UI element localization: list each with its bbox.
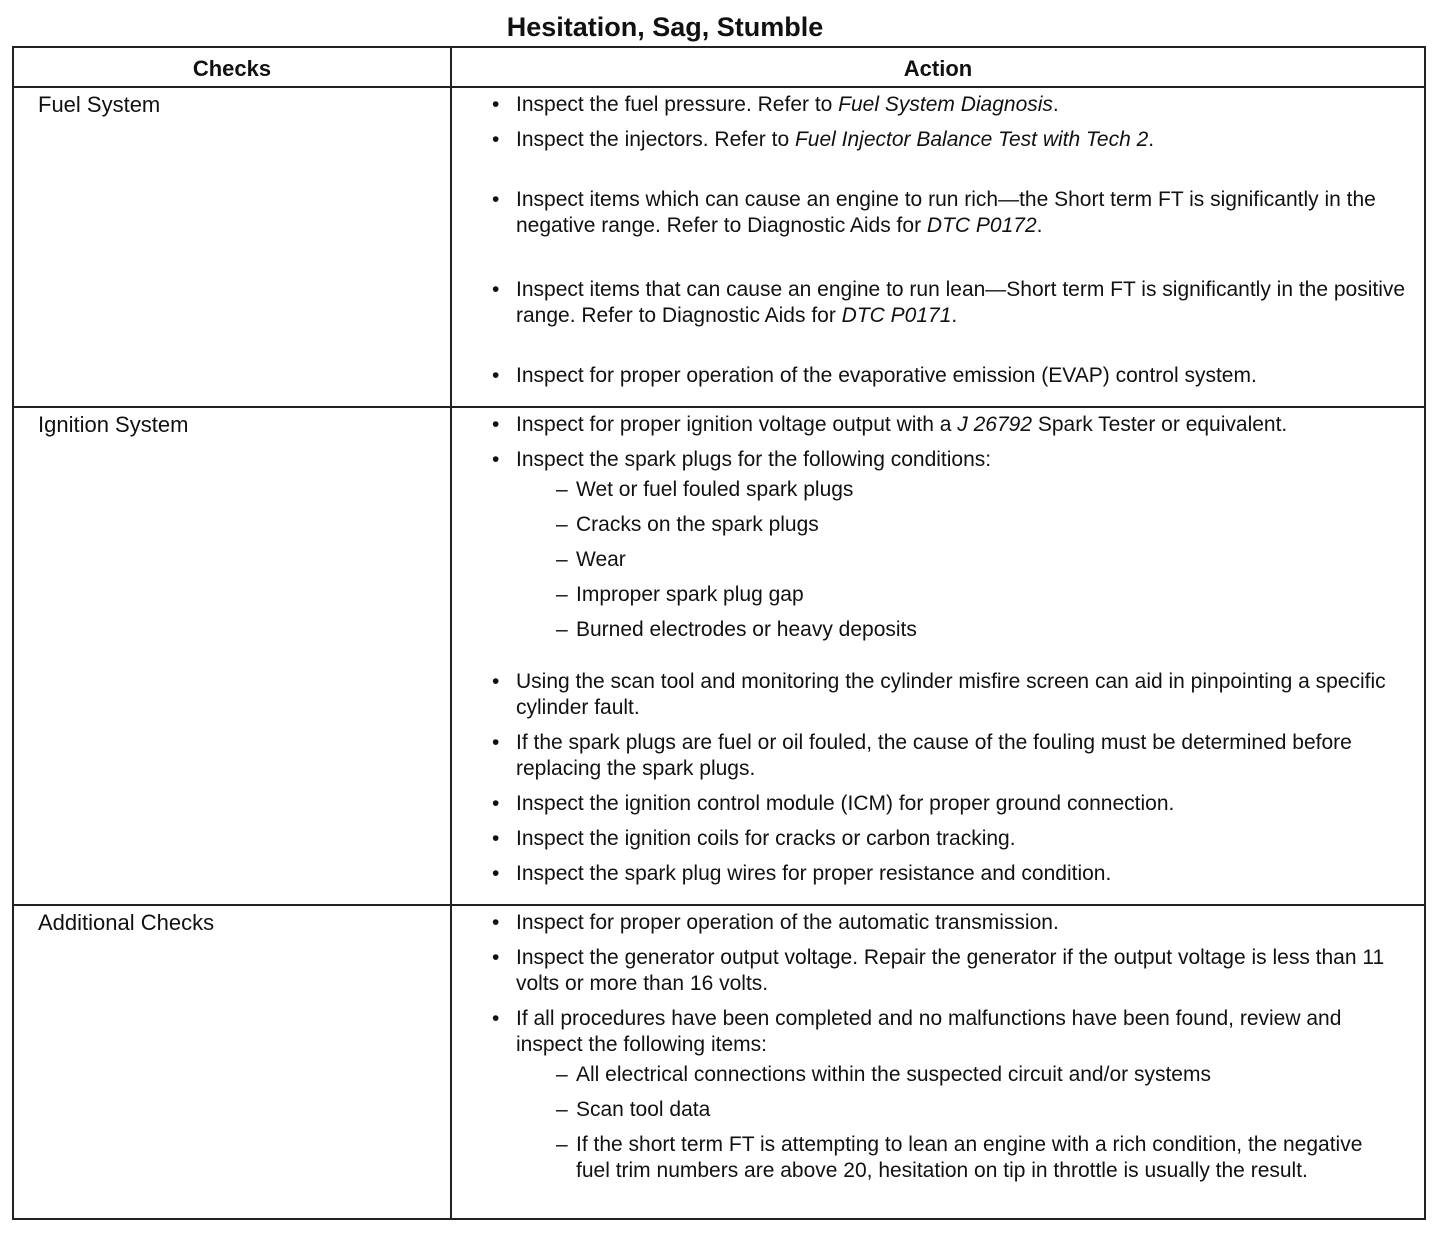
action-item: • Using the scan tool and monitoring the cylinder misfire screen can aid in pinpointing a specific cylinder fault. xyxy=(492,669,1406,721)
action-item: • Inspect items that can cause an engine to run lean—Short term FT is significantly in the positive range. Refer to Diagnostic Aids for DTC P0171. xyxy=(492,277,1406,329)
checks-column-header: Checks xyxy=(14,48,452,86)
action-cell xyxy=(452,408,1424,904)
reference-text: J 26792 xyxy=(957,413,1033,436)
sub-item: – All electrical connections within the suspected circuit and/or systems xyxy=(556,1062,1388,1088)
action-item: • Inspect for proper operation of the evaporative emission (EVAP) control system. xyxy=(492,363,1406,389)
action-item: • Inspect for proper ignition voltage output with a J 26792 Spark Tester or equivalent. xyxy=(492,412,1406,438)
table-row xyxy=(14,406,1424,904)
sub-item: – Scan tool data xyxy=(556,1097,1388,1123)
table-row xyxy=(14,86,1424,406)
checks-cell xyxy=(14,408,452,904)
action-item: • Inspect the spark plugs for the following conditions: – Wet or fuel fouled spark plugs – Cracks on the spark plugs – Wear – Improper spark plug gap – Burned electrodes or heavy deposits xyxy=(492,447,1406,660)
reference-text: DTC P0172 xyxy=(926,214,1037,237)
action-item: • Inspect the ignition coils for cracks or carbon tracking. xyxy=(492,826,1406,852)
action-list xyxy=(452,906,1424,1218)
sub-item: – Wet or fuel fouled spark plugs xyxy=(556,477,1388,503)
reference-text: Fuel Injector Balance Test with Tech 2 xyxy=(794,128,1149,151)
table-header-row xyxy=(14,48,1424,86)
action-item: • Inspect the injectors. Refer to Fuel Injector Balance Test with Tech 2. xyxy=(492,127,1406,153)
action-item: • Inspect the generator output voltage. Repair the generator if the output voltage is less than 11 volts or more than 16 volts. xyxy=(492,945,1406,997)
sub-item: – Cracks on the spark plugs xyxy=(556,512,1388,538)
action-cell xyxy=(452,88,1424,406)
reference-text: Fuel System Diagnosis xyxy=(838,93,1053,116)
action-item: • If all procedures have been completed and no malfunctions have been found, review and inspect the following items: – All electrical connections within the suspected circuit and/or systems – Scan tool data – If the short term FT is attempting to lean an engine with a rich condition, the negative fuel trim numbers are above 20, hesitation on tip in throttle is usually the result. xyxy=(492,1006,1406,1201)
sub-item: – If the short term FT is attempting to lean an engine with a rich condition, the negative fuel trim numbers are above 20, hesitation on tip in throttle is usually the result. xyxy=(556,1132,1388,1184)
check-label: Additional Checks xyxy=(38,910,215,935)
action-item: • Inspect the fuel pressure. Refer to Fuel System Diagnosis. xyxy=(492,92,1406,118)
action-column-header: Action xyxy=(903,56,973,81)
checks-cell xyxy=(14,88,452,406)
sub-list xyxy=(516,473,1406,660)
diagnostic-table xyxy=(12,46,1426,1220)
action-item: • Inspect the ignition control module (ICM) for proper ground connection. xyxy=(492,791,1406,817)
action-list xyxy=(452,408,1424,904)
checks-cell xyxy=(14,906,452,1218)
table-row xyxy=(14,904,1424,1218)
check-label: Fuel System xyxy=(38,92,161,117)
sub-item: – Wear xyxy=(556,547,1388,573)
action-item: • Inspect for proper operation of the automatic transmission. xyxy=(492,910,1406,936)
page-title: Hesitation, Sag, Stumble xyxy=(506,12,824,42)
action-item: • Inspect the spark plug wires for proper resistance and condition. xyxy=(492,861,1406,887)
sub-item: – Improper spark plug gap xyxy=(556,582,1388,608)
table-body xyxy=(14,86,1424,1218)
reference-text: DTC P0171 xyxy=(841,304,952,327)
action-cell xyxy=(452,906,1424,1218)
action-item: • Inspect items which can cause an engine to run rich—the Short term FT is significantly in the negative range. Refer to Diagnostic Aids for DTC P0172. xyxy=(492,187,1406,239)
check-label: Ignition System xyxy=(38,412,189,437)
sub-list xyxy=(516,1058,1406,1201)
action-item: • If the spark plugs are fuel or oil fouled, the cause of the fouling must be determined before replacing the spark plugs. xyxy=(492,730,1406,782)
action-list xyxy=(452,88,1424,406)
sub-item: – Burned electrodes or heavy deposits xyxy=(556,617,1388,643)
